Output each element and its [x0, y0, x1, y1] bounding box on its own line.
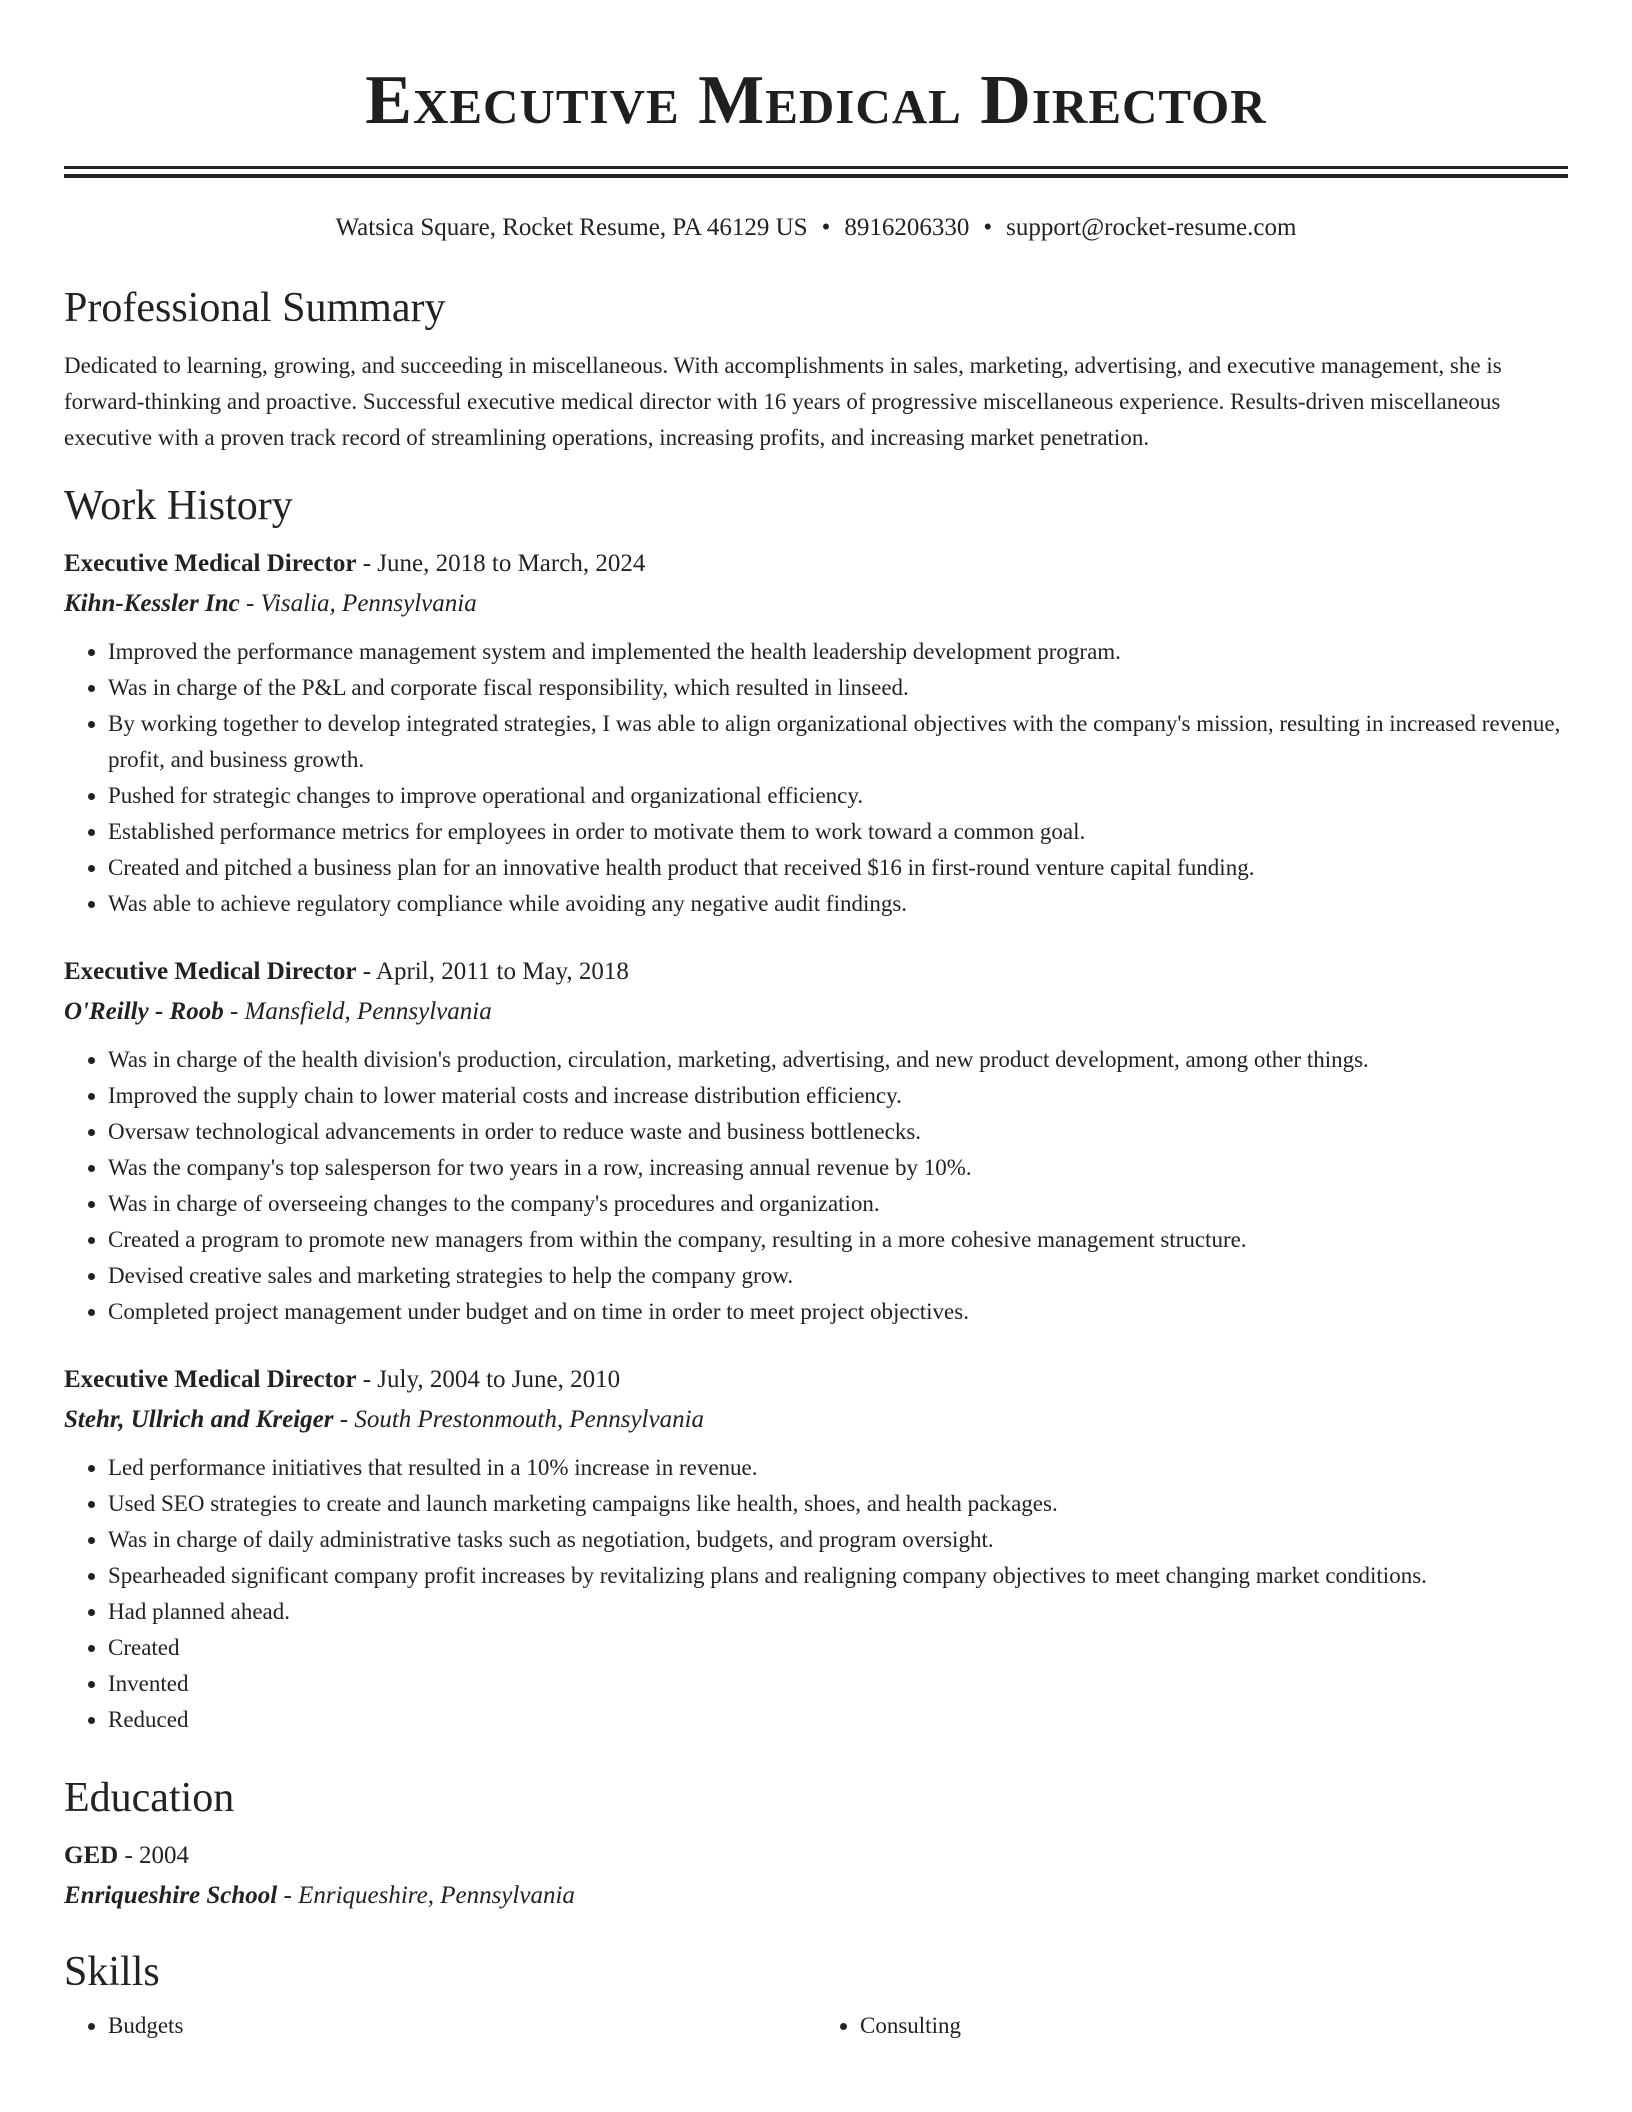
job-role: Executive Medical Director — [64, 1366, 357, 1393]
job-bullet: • Completed project management under budget and on time in order to meet project objectives. — [108, 1294, 1568, 1330]
job-bullet: • Reduced — [108, 1702, 1568, 1738]
job-bullet: • Was in charge of overseeing changes to the company's procedures and organization. — [108, 1186, 1568, 1222]
job-bullet: • Improved the performance management system and implemented the health leadership development program. — [108, 634, 1568, 670]
skills-list-left — [64, 2008, 816, 2044]
contact-line — [64, 212, 1568, 244]
job-bullet: • Led performance initiatives that resulted in a 10% increase in revenue. — [108, 1450, 1568, 1486]
job-bullet: • Created and pitched a business plan for an innovative health product that received $16 in first-round venture capital funding. — [108, 850, 1568, 886]
job-bullet: • Spearheaded significant company profit increases by revitalizing plans and realigning company objectives to meet changing market conditions. — [108, 1558, 1568, 1594]
job-title-line — [64, 952, 1568, 992]
job-bullet: • By working together to develop integrated strategies, I was able to align organizational objectives with the company's mission, resulting in increased revenue, profit, and business growth. — [108, 706, 1568, 778]
job-bullet: • Was in charge of the P&L and corporate fiscal responsibility, which resulted in linseed. — [108, 670, 1568, 706]
resume-name: Executive Medical Director — [365, 62, 1267, 139]
job-dates: - July, 2004 to June, 2010 — [356, 1366, 621, 1393]
job-entry — [64, 1360, 1568, 1738]
job-role: Executive Medical Director — [64, 958, 357, 985]
job-company: Stehr, Ullrich and Kreiger — [64, 1406, 334, 1433]
job-title-line — [64, 1360, 1568, 1400]
header-double-rule — [64, 166, 1568, 178]
skill-item: • Consulting — [860, 2008, 1568, 2044]
contact-separator: • — [983, 214, 993, 241]
job-bullets — [64, 1450, 1568, 1738]
job-bullet: • Invented — [108, 1666, 1568, 1702]
job-bullet: • Used SEO strategies to create and launch marketing campaigns like health, shoes, and health packages. — [108, 1486, 1568, 1522]
job-bullet: • Devised creative sales and marketing strategies to help the company grow. — [108, 1258, 1568, 1294]
job-company-line — [64, 992, 1568, 1032]
job-bullets — [64, 1042, 1568, 1330]
job-bullet: • Had planned ahead. — [108, 1594, 1568, 1630]
job-bullet: • Was the company's top salesperson for two years in a row, increasing annual revenue by 10%. — [108, 1150, 1568, 1186]
education-degree: GED — [64, 1842, 119, 1869]
skills-heading: Skills — [64, 1949, 160, 1995]
job-role: Executive Medical Director — [64, 550, 357, 577]
job-bullets — [64, 634, 1568, 922]
education-location: - Enriqueshire, Pennsylvania — [277, 1882, 575, 1909]
job-entry — [64, 544, 1568, 922]
education-heading: Education — [64, 1775, 235, 1821]
job-location: - South Prestonmouth, Pennsylvania — [333, 1406, 705, 1433]
education-school-line — [64, 1876, 1568, 1916]
skills-list-right — [816, 2008, 1568, 2044]
job-bullet: • Established performance metrics for employees in order to motivate them to work toward a common goal. — [108, 814, 1568, 850]
contact-address: Watsica Square, Rocket Resume, PA 46129 US — [335, 214, 808, 241]
education-entry — [64, 1836, 1568, 1916]
job-location: - Visalia, Pennsylvania — [239, 590, 477, 617]
job-bullet: • Oversaw technological advancements in order to reduce waste and business bottlenecks. — [108, 1114, 1568, 1150]
job-location: - Mansfield, Pennsylvania — [223, 998, 492, 1025]
job-title-line — [64, 544, 1568, 584]
contact-email[interactable]: support@rocket-resume.com — [1006, 214, 1297, 241]
education-year: - 2004 — [118, 1842, 190, 1869]
work-history-heading: Work History — [64, 483, 293, 529]
education-degree-line — [64, 1836, 1568, 1876]
job-bullet: • Created a program to promote new managers from within the company, resulting in a more cohesive management structure. — [108, 1222, 1568, 1258]
skills-grid — [64, 2008, 1568, 2044]
job-bullet: • Was in charge of the health division's production, circulation, marketing, advertising, and new product development, among other things. — [108, 1042, 1568, 1078]
job-company-line — [64, 584, 1568, 624]
job-company-line — [64, 1400, 1568, 1440]
skill-item: • Budgets — [108, 2008, 816, 2044]
summary-text: Dedicated to learning, growing, and succeeding in miscellaneous. With accomplishments in sales, marketing, advertising, and executive management, she is forward-thinking and proactive. Successful executive medical director with 16 years of progressive miscellaneous experience. Results-driven miscellaneous executive with a proven track record of streamlining operations, increasing profits, and increasing market penetration. — [64, 353, 1502, 450]
contact-phone[interactable]: 8916206330 — [844, 214, 970, 241]
job-bullet: • Improved the supply chain to lower material costs and increase distribution efficiency. — [108, 1078, 1568, 1114]
job-dates: - June, 2018 to March, 2024 — [356, 550, 646, 577]
job-company: O'Reilly - Roob — [64, 998, 224, 1025]
job-dates: - April, 2011 to May, 2018 — [356, 958, 629, 985]
job-bullet: • Pushed for strategic changes to improve operational and organizational efficiency. — [108, 778, 1568, 814]
job-bullet: • Was able to achieve regulatory compliance while avoiding any negative audit findings. — [108, 886, 1568, 922]
contact-separator: • — [821, 214, 831, 241]
job-entry — [64, 952, 1568, 1330]
education-school: Enriqueshire School — [64, 1882, 278, 1909]
summary-heading: Professional Summary — [64, 285, 446, 331]
job-company: Kihn-Kessler Inc — [64, 590, 240, 617]
job-bullet: • Was in charge of daily administrative tasks such as negotiation, budgets, and program oversight. — [108, 1522, 1568, 1558]
job-bullet: • Created — [108, 1630, 1568, 1666]
